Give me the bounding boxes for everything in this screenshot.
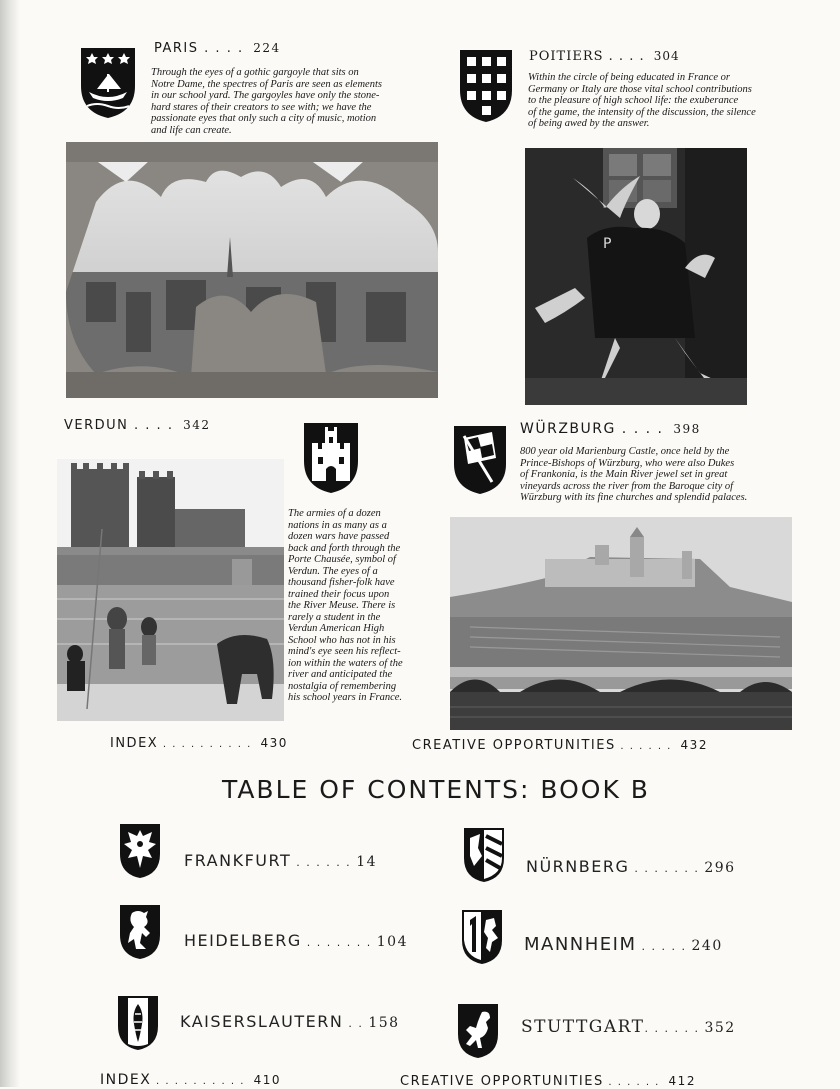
paris-dots: . . . . (198, 41, 250, 56)
toc-dots: . . . . . (636, 940, 692, 953)
frankfurt-eagle-crest-icon (118, 822, 162, 880)
toc-entry-frankfurt (184, 851, 377, 870)
toc-entry-kaiserslautern (180, 1012, 400, 1031)
verdun-page: 342 (183, 418, 211, 432)
paris-crest-icon (79, 46, 137, 120)
verdun-caption-line: ion within the waters of the (288, 657, 403, 669)
verdun-caption-line: dozen wars have passed (288, 531, 390, 542)
poitiers-heading (529, 49, 680, 64)
book-spine-shadow (0, 0, 20, 1087)
book-a-creative-label: CREATIVE OPPORTUNITIES (412, 738, 616, 753)
paris-caption-line: Through the eyes of a gothic gargoyle that sits on (151, 67, 359, 78)
toc-dots: . . . . . . (644, 1022, 705, 1035)
poitiers-crest-icon (458, 48, 514, 124)
toc-entry-mannheim (524, 934, 723, 955)
toc-name: KAISERSLAUTERN (180, 1012, 344, 1031)
paris-caption-line: Notre Dame, the spectres of Paris are seen as elements (151, 78, 382, 90)
wurzburg-caption-line: Prince-Bishops of Würzburg, who were also Dukes (520, 457, 735, 469)
paris-page: 224 (253, 41, 281, 55)
toc-name: FRANKFURT (184, 851, 292, 870)
verdun-caption-line: thousand fisher-folk have (288, 577, 395, 588)
poitiers-caption-line: of the game, the intensity of the discussion, the silence (528, 106, 756, 118)
wurzburg-page: 398 (673, 422, 701, 436)
toc-dots: . . . . . . (291, 856, 357, 869)
verdun-caption-line: Verdun. The eyes of a (288, 565, 378, 577)
toc-dots: . . (343, 1017, 369, 1030)
wurzburg-dots: . . . . (615, 421, 670, 437)
wurzburg-name: WÜRZBURG (520, 421, 616, 437)
poitiers-name: POITIERS (529, 49, 604, 64)
book-b-index-dots: . . . . . . . . . . (151, 1076, 250, 1087)
poitiers-page: 304 (653, 49, 680, 63)
nurnberg-crest-icon (462, 826, 506, 884)
book-a-index (110, 736, 288, 751)
verdun-caption-line: The armies of a dozen (288, 508, 381, 519)
toc-page: 296 (704, 860, 736, 876)
wurzburg-crest-icon (452, 424, 508, 496)
wurzburg-fortress-photo (450, 517, 792, 730)
book-b-index-label: INDEX (100, 1072, 152, 1088)
book-b-heading: TABLE OF CONTENTS: BOOK B (222, 775, 650, 804)
verdun-caption-line: Verdun American High (288, 623, 385, 634)
paris-caption-line: hard stares of their creators to see with; we have the (151, 101, 372, 113)
wurzburg-caption-line: Würzburg with its fine churches and splendid palaces. (520, 492, 748, 503)
verdun-caption-line: rarely a student in the (288, 611, 381, 623)
wurzburg-heading (520, 421, 701, 437)
verdun-dots: . . . . (128, 418, 180, 433)
stuttgart-horse-crest-icon (456, 1002, 500, 1060)
book-a-creative-dots: . . . . . . (615, 741, 677, 752)
poitiers-caption-line: of being awed by the answer. (528, 118, 650, 129)
book-b-creative-label: CREATIVE OPPORTUNITIES (400, 1074, 604, 1089)
book-b-creative-page: 412 (668, 1074, 696, 1088)
verdun-caption-line: trained their focus upon (288, 588, 390, 600)
book-a-index-dots: . . . . . . . . . . (158, 739, 257, 750)
verdun-caption-line: his school years in France. (288, 692, 403, 703)
book-b-creative-dots: . . . . . . (603, 1077, 665, 1088)
paris-gargoyle-photo (66, 142, 438, 398)
toc-page: 158 (368, 1015, 400, 1031)
toc-name: MANNHEIM (524, 934, 637, 955)
paris-caption (151, 67, 441, 136)
verdun-name: VERDUN (64, 418, 129, 433)
mannheim-crest-icon (460, 908, 504, 966)
paris-heading (154, 41, 281, 56)
poitiers-caption-line: Germany or Italy are those vital school contributions (528, 83, 752, 95)
toc-page: 240 (691, 938, 723, 954)
wurzburg-caption-line: vineyards across the river from the Baroque city of (520, 480, 734, 492)
heidelberg-lion-crest-icon (118, 903, 162, 961)
toc-name: STUTTGART (521, 1017, 645, 1037)
paris-caption-line: passionate eyes that only such a city of music, motion (151, 113, 377, 124)
book-a-index-page: 430 (260, 736, 288, 750)
kaiserslautern-crest-icon (116, 994, 160, 1052)
paris-caption-line: in our school yard. The gargoyles have only the stone- (151, 90, 380, 101)
toc-dots: . . . . . . . (629, 862, 705, 875)
book-a-creative-page: 432 (680, 738, 708, 752)
wurzburg-caption-line: of Frankonia, is the Main River jewel set in great (520, 469, 728, 480)
book-a-creative (412, 738, 708, 753)
verdun-caption-line: School who has not in his (288, 634, 396, 646)
verdun-caption-line: back and forth through the (288, 542, 401, 554)
wurzburg-caption (520, 446, 800, 504)
toc-entry-nurnberg (526, 857, 736, 876)
toc-dots: . . . . . . . (301, 936, 377, 949)
poitiers-caption-line: Within the circle of being educated in France or (528, 72, 730, 83)
toc-page: 104 (376, 934, 408, 950)
toc-entry-heidelberg (184, 931, 408, 950)
book-a-index-label: INDEX (110, 736, 159, 751)
verdun-caption-line: nostalgia of remembering (288, 680, 397, 692)
verdun-caption-line: nations in as many as a (288, 519, 387, 531)
svg-text:P: P (603, 236, 612, 252)
poitiers-cheerleaders-photo (525, 148, 747, 405)
paris-caption-line: and life can create. (151, 124, 232, 136)
poitiers-caption-line: to the pleasure of high school life: the exuberance (528, 95, 739, 106)
toc-name: NÜRNBERG (526, 857, 630, 876)
verdun-caption-line: mind's eye seen his reflect- (288, 646, 401, 657)
toc-page: 352 (704, 1020, 736, 1036)
verdun-heading (64, 418, 211, 433)
toc-entry-stuttgart (521, 1017, 736, 1037)
verdun-river-photo (57, 459, 284, 721)
book-b-index-page: 410 (253, 1073, 281, 1087)
verdun-caption (288, 508, 434, 704)
paris-name: PARIS (154, 41, 199, 56)
toc-page: 14 (356, 854, 378, 870)
toc-name: HEIDELBERG (184, 931, 302, 950)
poitiers-dots: . . . . (603, 49, 650, 64)
wurzburg-caption-line: 800 year old Marienburg Castle, once held by the (520, 446, 730, 457)
poitiers-caption (528, 72, 813, 130)
verdun-caption-line: river and anticipated the (288, 669, 393, 680)
book-b-index (100, 1072, 281, 1088)
verdun-crest-icon (302, 421, 360, 495)
verdun-caption-line: Porte Chausée, symbol of (288, 554, 396, 565)
verdun-caption-line: the River Meuse. There is (288, 600, 396, 611)
